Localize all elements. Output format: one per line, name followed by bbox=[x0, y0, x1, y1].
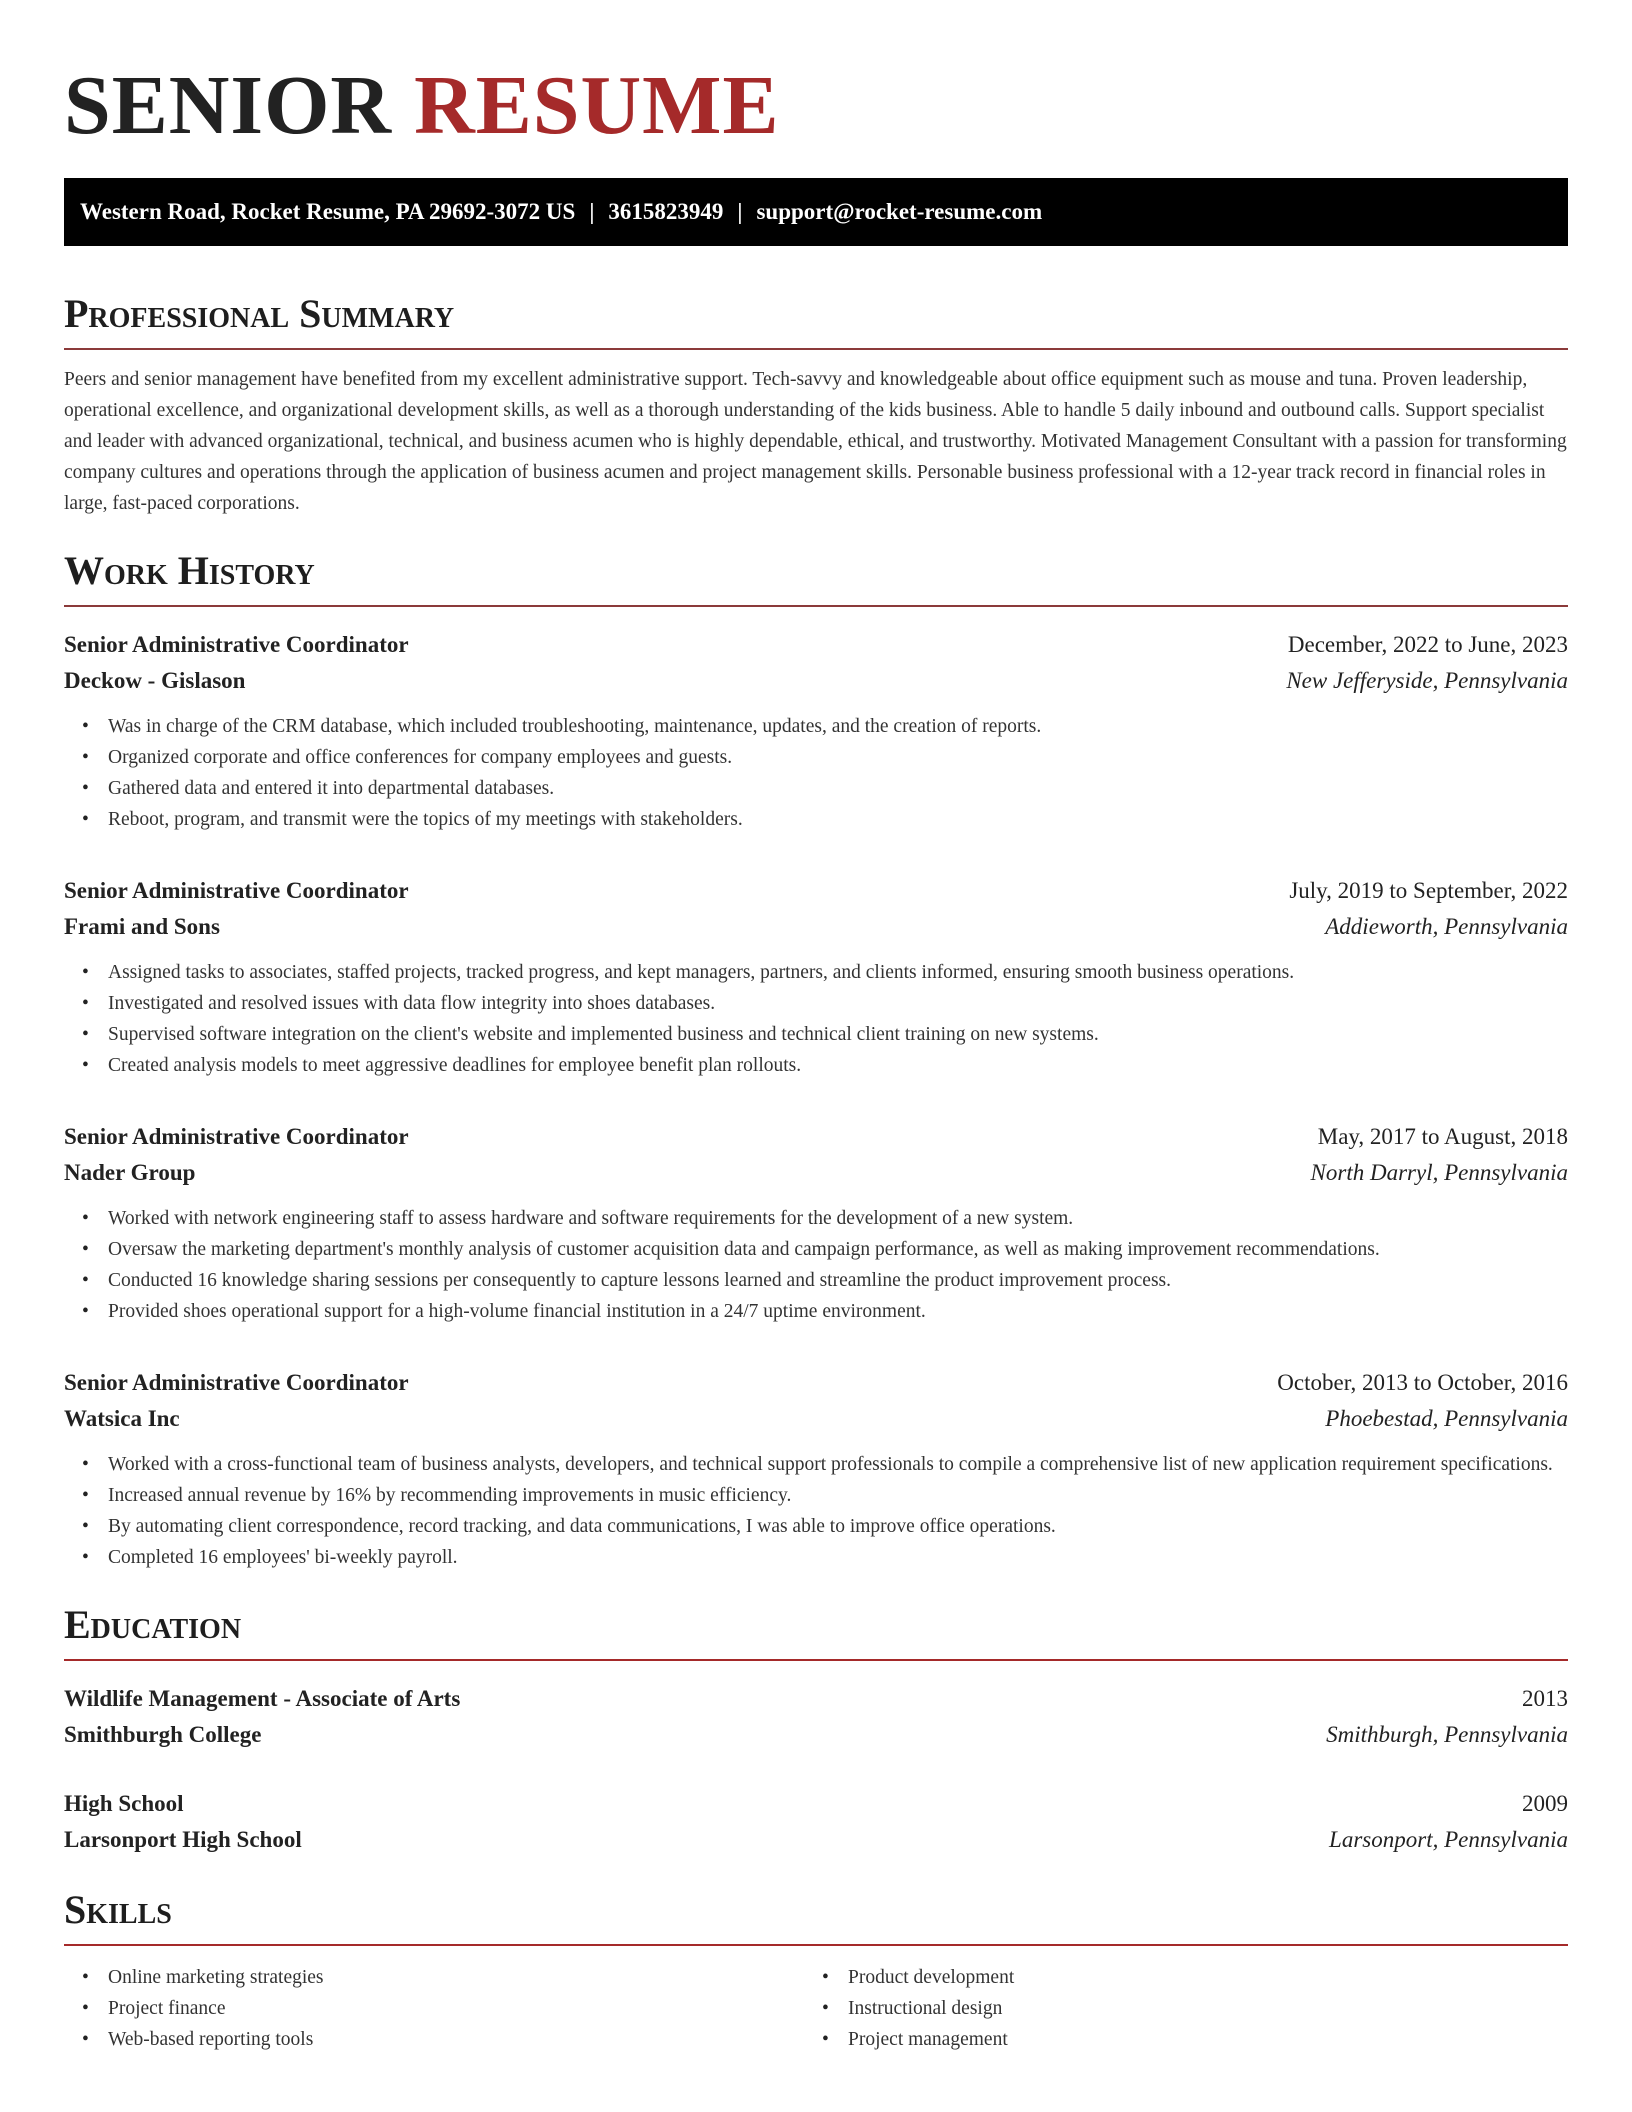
section-heading-summary: Professional Summary bbox=[64, 290, 1568, 350]
job-company: Frami and Sons bbox=[64, 914, 220, 939]
job-bullet: • By automating client correspondence, record tracking, and data communications, I was able to improve office operations. bbox=[64, 1511, 1568, 1542]
summary-section bbox=[64, 290, 1568, 519]
job-bullets bbox=[64, 957, 1568, 1081]
contact-email[interactable]: support@rocket-resume.com bbox=[756, 199, 1043, 224]
job-bullet: • Worked with network engineering staff to assess hardware and software requirements for the development of a new system. bbox=[64, 1203, 1568, 1234]
skill-item: • Online marketing strategies bbox=[64, 1962, 804, 1993]
job-bullets bbox=[64, 711, 1568, 835]
job-dates: October, 2013 to October, 2016 bbox=[1277, 1370, 1568, 1395]
contact-phone[interactable]: 3615823949 bbox=[608, 199, 724, 224]
skills-list-left bbox=[64, 1962, 804, 2055]
job-bullet: • Was in charge of the CRM database, which included troubleshooting, maintenance, updates, and the creation of reports. bbox=[64, 711, 1568, 742]
job-dates: May, 2017 to August, 2018 bbox=[1317, 1124, 1568, 1149]
education-degree-row bbox=[64, 1681, 1568, 1717]
job-bullet: • Conducted 16 knowledge sharing sessions per consequently to capture lessons learned and streamline the product improvement process. bbox=[64, 1265, 1568, 1296]
job-company-row bbox=[64, 1401, 1568, 1437]
job-bullet: • Gathered data and entered it into departmental databases. bbox=[64, 773, 1568, 804]
education-entry bbox=[64, 1786, 1568, 1858]
job-bullet: • Investigated and resolved issues with data flow integrity into shoes databases. bbox=[64, 988, 1568, 1019]
job-company-row bbox=[64, 909, 1568, 945]
job-bullet: • Created analysis models to meet aggressive deadlines for employee benefit plan rollouts. bbox=[64, 1050, 1568, 1081]
education-year: 2009 bbox=[1522, 1791, 1568, 1816]
job-title: Senior Administrative Coordinator bbox=[64, 878, 409, 903]
job-entry bbox=[64, 1365, 1568, 1573]
skills-columns bbox=[64, 1962, 1568, 2055]
job-entry bbox=[64, 627, 1568, 835]
job-entry bbox=[64, 873, 1568, 1081]
contact-separator: | bbox=[737, 199, 743, 224]
job-location: North Darryl, Pennsylvania bbox=[1310, 1160, 1568, 1185]
resume-title bbox=[64, 0, 1568, 154]
job-company: Deckow - Gislason bbox=[64, 668, 246, 693]
education-school-row bbox=[64, 1717, 1568, 1753]
job-bullet: • Worked with a cross-functional team of business analysts, developers, and technical support professionals to compile a comprehensive list of new application requirement specifications. bbox=[64, 1449, 1568, 1480]
education-degree: Wildlife Management - Associate of Arts bbox=[64, 1686, 461, 1711]
education-degree-row bbox=[64, 1786, 1568, 1822]
job-location: Phoebestad, Pennsylvania bbox=[1325, 1406, 1568, 1431]
section-heading-education: Education bbox=[64, 1601, 1568, 1661]
education-location: Smithburgh, Pennsylvania bbox=[1326, 1722, 1568, 1747]
education-degree: High School bbox=[64, 1791, 184, 1816]
title-accent: RESUME bbox=[414, 59, 780, 152]
job-bullet: • Provided shoes operational support for a high-volume financial institution in a 24/7 uptime environment. bbox=[64, 1296, 1568, 1327]
summary-text: Peers and senior management have benefited from my excellent administrative support. Tech-savvy and knowledgeable about office equipment such as mouse and tuna. Proven leadership, operational excellence, and organizational development skills, as well as a thorough understanding of the kids business. Able to handle 5 daily inbound and outbound calls. Support specialist and leader with advanced organizational, technical, and business acumen who is highly dependable, ethical, and trustworthy. Motivated Management Consultant with a passion for transforming company cultures and operations through the application of business acumen and project management skills. Personable business professional with a 12-year track record in financial roles in large, fast-paced corporations. bbox=[64, 369, 1567, 514]
skills-section bbox=[64, 1886, 1568, 2055]
job-header-row bbox=[64, 1365, 1568, 1401]
skill-item: • Web-based reporting tools bbox=[64, 2024, 804, 2055]
contact-bar bbox=[64, 178, 1568, 246]
job-bullet: • Increased annual revenue by 16% by recommending improvements in music efficiency. bbox=[64, 1480, 1568, 1511]
job-header-row bbox=[64, 873, 1568, 909]
job-bullet: • Oversaw the marketing department's monthly analysis of customer acquisition data and campaign performance, as well as making improvement recommendations. bbox=[64, 1234, 1568, 1265]
job-company-row bbox=[64, 1155, 1568, 1191]
skill-item: • Product development bbox=[804, 1962, 1544, 1993]
job-bullet: • Reboot, program, and transmit were the topics of my meetings with stakeholders. bbox=[64, 804, 1568, 835]
job-company-row bbox=[64, 663, 1568, 699]
education-school: Smithburgh College bbox=[64, 1722, 262, 1747]
job-bullet: • Supervised software integration on the client's website and implemented business and technical client training on new systems. bbox=[64, 1019, 1568, 1050]
education-school: Larsonport High School bbox=[64, 1827, 302, 1852]
job-title: Senior Administrative Coordinator bbox=[64, 1124, 409, 1149]
job-title: Senior Administrative Coordinator bbox=[64, 632, 409, 657]
job-bullets bbox=[64, 1449, 1568, 1573]
education-entry bbox=[64, 1681, 1568, 1753]
contact-address: Western Road, Rocket Resume, PA 29692-3072 US bbox=[80, 199, 576, 224]
job-bullets bbox=[64, 1203, 1568, 1327]
education-year: 2013 bbox=[1522, 1686, 1568, 1711]
job-title: Senior Administrative Coordinator bbox=[64, 1370, 409, 1395]
section-heading-skills: Skills bbox=[64, 1886, 1568, 1946]
skill-item: • Instructional design bbox=[804, 1993, 1544, 2024]
job-dates: July, 2019 to September, 2022 bbox=[1289, 878, 1568, 903]
education-section bbox=[64, 1601, 1568, 1858]
job-header-row bbox=[64, 1119, 1568, 1155]
job-bullet: • Completed 16 employees' bi-weekly payroll. bbox=[64, 1542, 1568, 1573]
job-bullet: • Assigned tasks to associates, staffed projects, tracked progress, and kept managers, partners, and clients informed, ensuring smooth business operations. bbox=[64, 957, 1568, 988]
skill-item: • Project management bbox=[804, 2024, 1544, 2055]
job-entry bbox=[64, 1119, 1568, 1327]
job-header-row bbox=[64, 627, 1568, 663]
job-company: Nader Group bbox=[64, 1160, 196, 1185]
job-bullet: • Organized corporate and office conferences for company employees and guests. bbox=[64, 742, 1568, 773]
education-location: Larsonport, Pennsylvania bbox=[1329, 1827, 1568, 1852]
job-location: Addieworth, Pennsylvania bbox=[1325, 914, 1568, 939]
skill-item: • Project finance bbox=[64, 1993, 804, 2024]
contact-separator: | bbox=[589, 199, 595, 224]
job-dates: December, 2022 to June, 2023 bbox=[1287, 632, 1568, 657]
job-company: Watsica Inc bbox=[64, 1406, 180, 1431]
skills-list-right bbox=[804, 1962, 1544, 2055]
work-history-section bbox=[64, 547, 1568, 1573]
job-location: New Jefferyside, Pennsylvania bbox=[1286, 668, 1568, 693]
education-school-row bbox=[64, 1822, 1568, 1858]
title-main: SENIOR bbox=[64, 59, 393, 152]
section-heading-work-history: Work History bbox=[64, 547, 1568, 607]
